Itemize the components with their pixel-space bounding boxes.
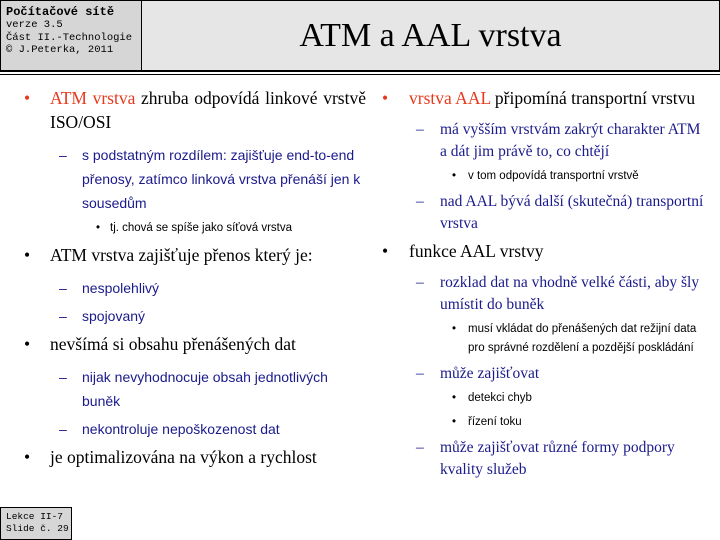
- list-item: [14, 86, 366, 134]
- slide-title: ATM a AAL vrstva: [299, 17, 562, 54]
- subsubitem-text: musí vkládat do přenášených dat režijní data pro správné rozdělení a pozdější poskládání: [468, 323, 697, 354]
- subitem-text: nespolehlivý: [82, 280, 160, 296]
- item-text: připomíná transportní vrstvu: [490, 88, 696, 108]
- list-subitem: [14, 417, 366, 441]
- bullet-icon: •: [452, 170, 457, 182]
- item-text: je optimalizována na výkon a rychlost: [50, 447, 317, 467]
- bullet-icon: •: [452, 323, 457, 335]
- subitem-text: má vyšším vrstvám zakrýt charakter ATM a dát jim právě to, co chtějí: [440, 121, 701, 160]
- dash-icon: –: [416, 365, 424, 382]
- item-text: nevšímá si obsahu přenášených dat: [50, 334, 296, 354]
- list-subsubitem: [376, 413, 710, 432]
- list-subitem: [14, 365, 366, 413]
- course-info-box: [0, 0, 142, 71]
- subitem-text: nekontroluje nepoškozenost dat: [82, 421, 280, 437]
- left-column: [14, 86, 366, 478]
- author-text: © J.Peterka, 2011: [6, 44, 114, 56]
- highlight-text: vrstva AAL: [409, 88, 491, 108]
- list-subitem: [376, 272, 710, 316]
- list-subsubitem: [376, 167, 710, 186]
- list-subitem: [14, 143, 366, 215]
- dash-icon: –: [416, 193, 424, 210]
- bullet-icon: •: [382, 88, 389, 108]
- bullet-icon: •: [382, 241, 389, 261]
- list-item: [14, 332, 366, 356]
- part-text: Část II.-Technologie: [6, 31, 133, 44]
- dash-icon: –: [416, 121, 424, 138]
- subsubitem-text: tj. chová se spíše jako síťová vrstva: [110, 222, 293, 234]
- subitem-text: spojovaný: [82, 308, 146, 324]
- list-subitem: [14, 276, 366, 300]
- item-text: funkce AAL vrstvy: [409, 241, 544, 261]
- dash-icon: –: [416, 439, 424, 456]
- dash-icon: –: [59, 308, 67, 324]
- list-subitem: [376, 363, 710, 385]
- bullet-icon: •: [24, 88, 31, 108]
- list-subsubitem: [14, 219, 366, 238]
- dash-icon: –: [59, 421, 67, 437]
- subsubitem-text: v tom odpovídá transportní vrstvě: [468, 170, 639, 182]
- dash-icon: –: [59, 280, 67, 296]
- subsubitem-text: řízení toku: [468, 416, 522, 428]
- subitem-text: rozklad dat na vhodně velké části, aby šly umístit do buněk: [440, 274, 700, 313]
- list-item: [14, 243, 366, 267]
- highlight-text: ATM vrstva: [50, 88, 136, 108]
- slide-footer: [0, 507, 72, 540]
- right-column: [376, 86, 710, 485]
- bullet-icon: •: [24, 245, 31, 265]
- item-text: ATM vrstva zajišťuje přenos který je:: [50, 245, 313, 265]
- subsubitem-text: detekci chyb: [468, 392, 532, 404]
- slide-number: Slide č. 29: [6, 522, 69, 534]
- dash-icon: –: [59, 369, 67, 385]
- list-subitem: [376, 119, 710, 163]
- lesson-label: Lekce II-7: [6, 511, 64, 522]
- bullet-icon: •: [452, 392, 457, 404]
- list-item: [376, 86, 710, 110]
- dash-icon: –: [59, 147, 67, 163]
- version-text: verze 3.5: [6, 19, 63, 31]
- list-subsubitem: [376, 320, 710, 358]
- subitem-text: nijak nevyhodnocuje obsah jednotlivých buněk: [82, 369, 328, 409]
- divider-top-second: [0, 74, 720, 75]
- list-subsubitem: [376, 389, 710, 408]
- list-item: [376, 239, 710, 263]
- subitem-text: s podstatným rozdílem: zajišťuje end-to-end přenosy, zatímco linková vrstva přenáší jen k sousedům: [82, 147, 361, 211]
- course-name: Počítačové sítě: [6, 5, 115, 19]
- subitem-text: může zajišťovat různé formy podpory kvality služeb: [440, 439, 675, 478]
- title-box: [142, 0, 720, 71]
- item-text: zhruba odpovídá linkové vrstvě ISO/OSI: [50, 88, 366, 132]
- bullet-icon: •: [24, 334, 31, 354]
- list-subitem: [14, 304, 366, 328]
- list-item: [14, 445, 366, 469]
- subitem-text: může zajišťovat: [440, 365, 540, 382]
- divider-top: [0, 71, 720, 72]
- list-subitem: [376, 191, 710, 235]
- list-subitem: [376, 437, 710, 481]
- bullet-icon: •: [452, 416, 457, 428]
- bullet-icon: •: [96, 222, 101, 234]
- bullet-icon: •: [24, 447, 31, 467]
- dash-icon: –: [416, 274, 424, 291]
- subitem-text: nad AAL bývá další (skutečná) transportní vrstva: [440, 193, 704, 232]
